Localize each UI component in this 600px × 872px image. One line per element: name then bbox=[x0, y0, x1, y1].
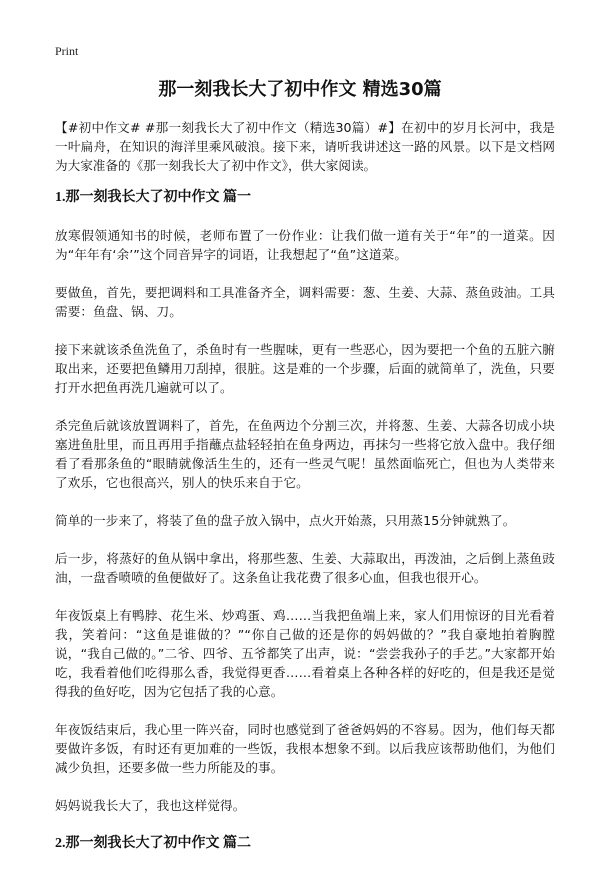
section-heading-1: 1.那一刻我长大了初中作文 篇一 bbox=[55, 190, 251, 205]
intro-paragraph: 【#初中作文# #那一刻我长大了初中作文（精选30篇）#】在初中的岁月长河中，我是一叶扁舟，在知识的海洋里乘风破浪。接下来，请听我讲述这一路的风景。以下是文档网为大家准备的《那一刻我长大了初中作文》，供大家阅读。 bbox=[55, 120, 555, 173]
paragraph: 简单的一步来了，将装了鱼的盘子放入锅中，点火开始蒸，只用蒸15分钟就熟了。 bbox=[55, 513, 516, 528]
print-link[interactable]: Print bbox=[55, 44, 79, 58]
paragraph: 放寒假领通知书的时候，老师布置了一份作业：让我们做一道有关于“年”的一道菜。因为“年年有‘余’”这个同音异字的词语，让我想起了“鱼”这道菜。 bbox=[55, 228, 555, 262]
paragraph: 后一步，将蒸好的鱼从锅中拿出，将那些葱、生姜、大蒜取出，再泼油，之后倒上蒸鱼豉油，一盘香喷喷的鱼便做好了。这条鱼让我花费了很多心血，但我也很开心。 bbox=[55, 551, 555, 585]
article-body bbox=[55, 118, 555, 872]
paragraph: 要做鱼，首先，要把调料和工具准备齐全，调料需要：葱、生姜、大蒜、蒸鱼豉油。工具需要：鱼盘、锅、刀。 bbox=[55, 285, 555, 319]
paragraph: 杀完鱼后就该放置调料了，首先，在鱼两边个分割三次，并将葱、生姜、大蒜各切成小块塞进鱼肚里，而且再用手指蘸点盐轻轻拍在鱼身两边，再抹匀一些将它放入盘中。我仔细看了看那条鱼的“眼睛就像活生生的，还有一些灵气呢！虽然面临死亡，但也为人类带来了欢乐，它也很高兴，别人的快乐来自于它。 bbox=[55, 418, 555, 490]
paragraph: 妈妈说我长大了，我也这样觉得。 bbox=[55, 798, 246, 813]
paragraph: 年夜饭结束后，我心里一阵兴奋，同时也感觉到了爸爸妈妈的不容易。因为，他们每天都要做许多饭，有时还有更加难的一些饭，我根本想象不到。以后我应该帮助他们，为他们减少负担，还要多做一些力所能及的事。 bbox=[55, 722, 555, 775]
document-title: 那一刻我长大了初中作文 精选30篇 bbox=[158, 79, 442, 100]
section-heading-2: 2.那一刻我长大了初中作文 篇二 bbox=[55, 836, 251, 851]
paragraph: 年夜饭桌上有鸭脖、花生米、炒鸡蛋、鸡……当我把鱼端上来，家人们用惊讶的目光看着我，笑着问：“这鱼是谁做的？”“你自己做的还是你的妈妈做的？”我自豪地拍着胸膛说，“我自己做的。”二爷、四爷、五爷都笑了出声，说：“尝尝我孙子的手艺。”大家都开始吃，我看着他们吃得那么香，我觉得更香……看着桌上各种各样的好吃的，但是我还是觉得我的鱼好吃，因为它包括了我的心意。 bbox=[55, 608, 555, 699]
paragraph: 接下来就该杀鱼洗鱼了，杀鱼时有一些腥味，更有一些恶心，因为要把一个鱼的五脏六腑取出来，还要把鱼鳞用刀刮掉，很脏。这是难的一个步骤，后面的就简单了，洗鱼，只要打开水把鱼再洗几遍就可以了。 bbox=[55, 342, 555, 395]
